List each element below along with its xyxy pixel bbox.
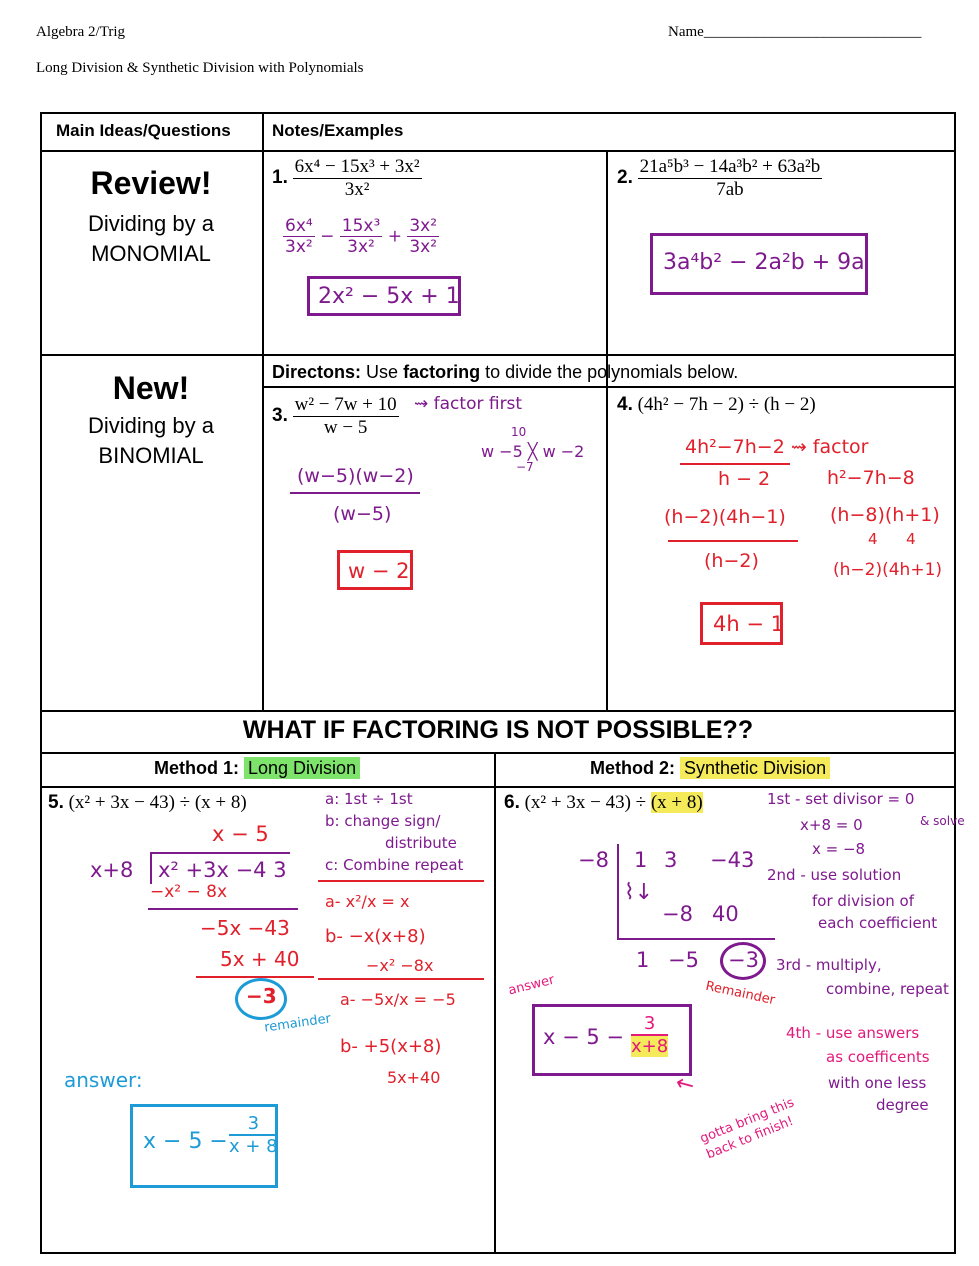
topic-title: Long Division & Synthetic Division with Polynomials (36, 60, 364, 76)
synth-arrow: ⌇↓ (624, 880, 654, 905)
name-field[interactable]: Name_____________________________ (668, 24, 922, 40)
p5-step: b- −x(x+8) (325, 926, 426, 947)
p5-answer-frac (229, 1113, 278, 1157)
p4-work: (h−2)(4h+1) (833, 560, 943, 580)
divider (40, 354, 956, 356)
problem-6 (504, 792, 703, 814)
divider (262, 386, 956, 388)
new-sub2: BINOMIAL (98, 443, 204, 468)
problem-5 (48, 792, 247, 814)
directions (272, 362, 738, 383)
divider (494, 752, 496, 1254)
p5-quotient: x − 5 (212, 822, 269, 846)
method-2-head (590, 758, 830, 779)
p5-work: −5x −43 (200, 916, 290, 940)
numerator: 6x⁴ − 15x³ + 3x² (294, 156, 420, 177)
problem-2 (617, 156, 822, 201)
p4-answer-box (700, 602, 783, 645)
p3-note: ⇝ factor first (414, 394, 523, 414)
p5-answer-box (130, 1104, 278, 1188)
fraction-bar (668, 540, 798, 542)
problem-expression: (4h² − 7h − 2) ÷ (h − 2) (637, 394, 816, 415)
method-name: Synthetic Division (680, 757, 830, 779)
numerator: w² − 7w + 10 (294, 394, 397, 415)
numerator: 6x⁴ (285, 216, 313, 236)
col-head-main-ideas: Main Ideas/Questions (56, 121, 231, 140)
divider (40, 710, 956, 712)
synth-coef: 1 (634, 848, 648, 872)
p4-work: (h−8)(h+1) (830, 504, 940, 526)
highlighted-divisor: (x + 8) (650, 792, 703, 813)
p3-work-numerator: (w−5)(w−2) (297, 465, 414, 487)
divider (606, 150, 608, 712)
synth-remainder: −3 (728, 948, 759, 972)
fraction-bar (290, 492, 420, 494)
p5-step: b: change sign/ (325, 812, 441, 830)
p6-remainder-label: Remainder (704, 978, 777, 1009)
p3-side-num: 10 (511, 425, 527, 439)
p6-answer-label: answer (506, 972, 557, 999)
synth-result: 1 (636, 948, 650, 972)
p5-work: 5x + 40 (220, 947, 300, 971)
problem-expression: (x² + 3x − 43) ÷ (x + 8) (68, 792, 247, 813)
denominator: w − 5 (323, 417, 368, 438)
p5-divisor: x+8 (90, 858, 134, 882)
numerator: 3x² (409, 216, 438, 236)
operator: + (387, 226, 402, 247)
divider (262, 112, 264, 712)
problem-3 (272, 394, 399, 439)
p6-step: 1st - set divisor = 0 (767, 790, 915, 808)
p1-split-work (283, 216, 439, 257)
p3-answer-box (337, 550, 413, 590)
p3-work-denominator: (w−5) (333, 503, 392, 525)
problem-4 (617, 394, 816, 416)
fraction (638, 156, 823, 201)
problem-1 (272, 156, 422, 201)
numerator: 3 (229, 1113, 278, 1136)
p1-answer-box (307, 276, 461, 316)
directions-label: Directons: (272, 362, 362, 382)
denominator: 3x² (344, 179, 370, 200)
p6-step: 3rd - multiply, (776, 956, 882, 974)
synth-root: −8 (578, 848, 609, 872)
p6-step: x = −8 (812, 840, 866, 858)
p5-work: −x² − 8x (150, 882, 228, 902)
method-label: Method 1: (154, 758, 239, 778)
p5-answer: x − 5 − (143, 1129, 228, 1154)
p4-work: 4 4 (868, 530, 916, 548)
p4-answer: 4h − 1 (713, 612, 784, 636)
divider (318, 880, 484, 882)
divider (40, 150, 956, 152)
p6-note: gotta bring this back to finish! (698, 1095, 797, 1163)
fraction (293, 394, 399, 439)
p6-answer: x − 5 − (543, 1025, 625, 1049)
problem-expression: (x² + 3x − 43) ÷ (524, 792, 651, 813)
p6-step: for division of (812, 892, 915, 910)
synth-product: 40 (712, 902, 739, 926)
p5-answer-label: answer: (64, 1068, 143, 1092)
p6-step: 4th - use answers (786, 1024, 920, 1042)
p4-work: h − 2 (718, 468, 771, 490)
p4-work: h²−7h−8 (827, 467, 915, 489)
divider (40, 752, 956, 754)
p5-remainder: −3 (246, 984, 277, 1008)
p6-step: 2nd - use solution (767, 866, 902, 884)
review-sub2: MONOMIAL (91, 241, 211, 266)
denominator: 3x² (285, 237, 313, 257)
p3-answer: w − 2 (348, 559, 410, 583)
divider (148, 908, 298, 910)
problem-number: 5. (48, 792, 64, 813)
p5-step: c: Combine repeat (325, 856, 464, 874)
numerator: 21a⁵b³ − 14a³b² + 63a²b (639, 156, 821, 177)
p6-step: with one less (828, 1074, 927, 1092)
p5-step: −x² −8x (366, 956, 434, 975)
p5-step: a: 1st ÷ 1st (325, 790, 413, 808)
col-head-notes: Notes/Examples (272, 121, 404, 140)
p6-step: x+8 = 0 (800, 816, 863, 834)
fraction-bar (680, 463, 790, 465)
p5-remainder-label: remainder (263, 1011, 332, 1036)
operator: − (320, 226, 335, 247)
denominator: 3x² (347, 237, 375, 257)
division-bar (150, 852, 290, 854)
p6-step: each coefficient (818, 914, 938, 932)
denominator: x+8 (631, 1036, 669, 1057)
problem-number: 3. (272, 404, 288, 426)
method-1-head (154, 758, 360, 779)
p6-answer-frac (631, 1013, 668, 1057)
p4-work: (h−2)(4h−1) (664, 506, 786, 528)
p5-step: distribute (385, 834, 457, 852)
directions-bold: factoring (403, 362, 481, 382)
problem-number: 4. (617, 394, 633, 415)
new-title: New! (112, 370, 190, 406)
p5-step: a- −5x/x = −5 (340, 990, 456, 1009)
p3-side-num: −7 (516, 460, 534, 474)
divider (40, 786, 956, 788)
problem-number: 2. (617, 166, 633, 188)
synth-bar (617, 844, 619, 940)
problem-number: 6. (504, 792, 520, 813)
p2-answer: 3a⁴b² − 2a²b + 9a (663, 250, 865, 275)
p4-work: 4h²−7h−2 ⇝ factor (685, 436, 869, 458)
divider (318, 978, 484, 980)
denominator: 7ab (716, 179, 744, 200)
banner: WHAT IF FACTORING IS NOT POSSIBLE?? (242, 716, 754, 744)
p5-step: 5x+40 (387, 1068, 441, 1087)
p6-step: combine, repeat (826, 980, 949, 998)
method-label: Method 2: (590, 758, 675, 778)
denominator: x + 8 (229, 1136, 278, 1157)
p6-answer-box (532, 1004, 692, 1076)
p5-dividend: x² +3x −4 3 (158, 858, 287, 882)
synth-bar (617, 938, 775, 940)
problem-number: 1. (272, 166, 288, 188)
synth-product: −8 (662, 902, 693, 926)
p2-answer-box (650, 233, 868, 295)
p6-step: degree (876, 1096, 929, 1114)
p5-step: a- x²/x = x (325, 892, 410, 911)
synth-coef: 3 (664, 848, 678, 872)
method-name: Long Division (244, 757, 360, 779)
synth-result: −5 (668, 948, 699, 972)
p1-answer: 2x² − 5x + 1 (318, 284, 460, 309)
p5-step: b- +5(x+8) (340, 1036, 442, 1057)
review-sub1: Dividing by a (88, 211, 214, 236)
p6-step: as coefficents (826, 1048, 930, 1066)
new-sub1: Dividing by a (88, 413, 214, 438)
synth-coef: −43 (710, 848, 755, 872)
numerator: 15x³ (341, 216, 381, 236)
p3-side: w −5 ╳ w −2 (481, 442, 585, 461)
directions-text-post: to divide the polynomials below. (485, 362, 739, 382)
directions-text-pre: Use (366, 362, 399, 382)
review-title: Review! (90, 165, 212, 201)
numerator: 3 (631, 1013, 668, 1036)
division-bar (150, 852, 152, 884)
denominator: 3x² (409, 237, 438, 257)
arrow-icon: ↖ (670, 1069, 700, 1100)
course-title: Algebra 2/Trig (36, 24, 126, 40)
p6-step: & solve (920, 814, 965, 828)
p4-work: (h−2) (704, 550, 759, 572)
fraction (293, 156, 422, 201)
